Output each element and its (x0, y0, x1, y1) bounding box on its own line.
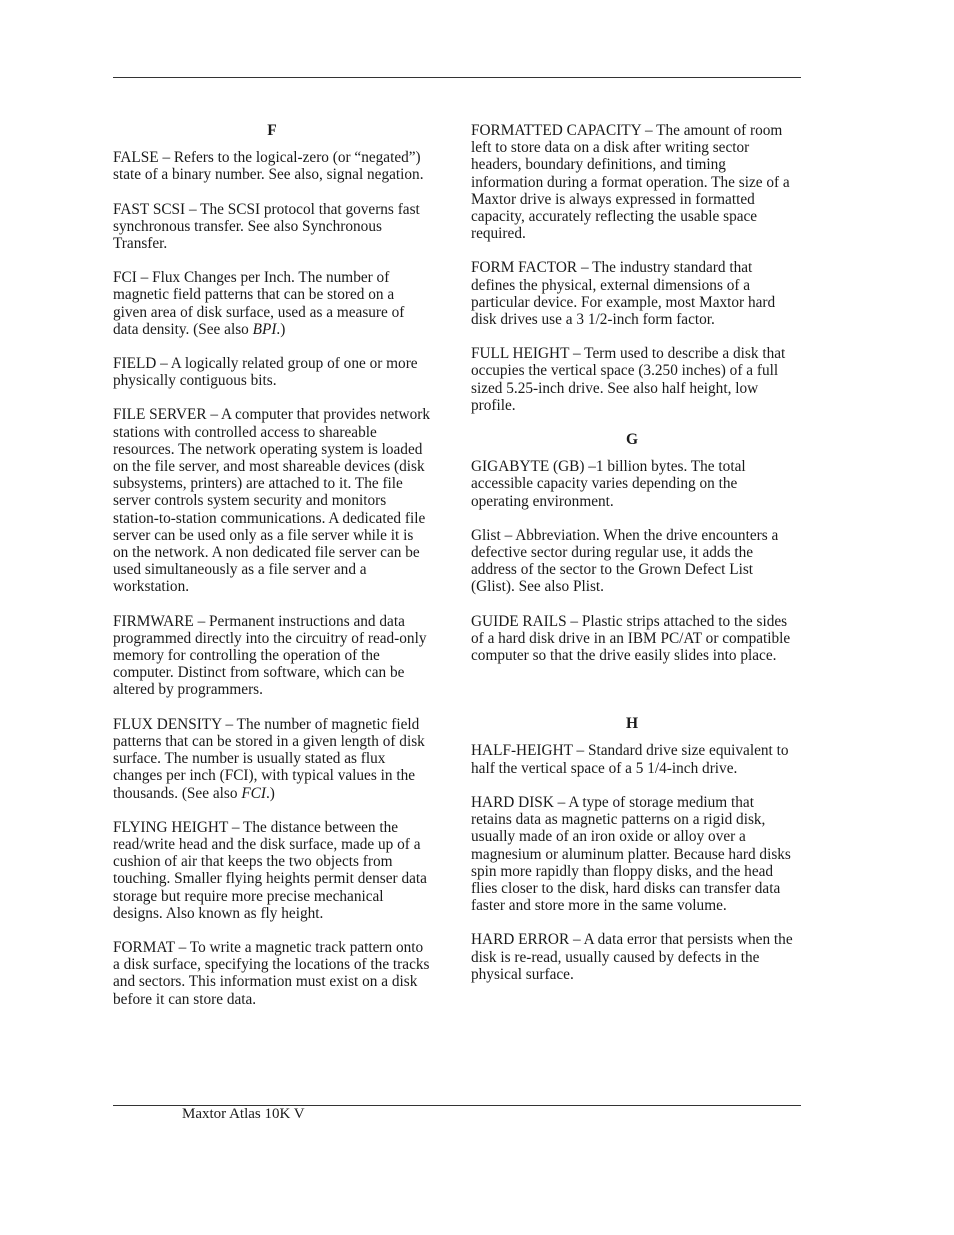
right-column (471, 122, 793, 1000)
glossary-entry-full-height: FULL HEIGHT – Term used to describe a disk that occupies the vertical space (3.250 inches) of a full sized 5.25-inch drive. See also half height, low profile. (471, 345, 786, 414)
glossary-entry-format: FORMAT – To write a magnetic track pattern onto a disk surface, specifying the locations of the tracks and sectors. This information must exist on a disk before it can store data. (113, 938, 430, 1008)
entry-italic-ref: FCI (241, 784, 266, 802)
section-heading-h: H (625, 715, 639, 733)
glossary-entry-fci (113, 269, 431, 338)
glossary-entry-form-factor: FORM FACTOR – The industry standard that defines the physical, external dimensions of a particular device. For example, most Maxtor hard disk drives use a 3 1/2-inch form factor. (471, 259, 776, 329)
glossary-entry-file-server: FILE SERVER – A computer that provides network stations with controlled access to shareable resources. The network operating system is loaded on the file server, and most shareable devices (disk subsystems, printers) are attached to it. The file server controls system security and monitors station-to-station communications. A dedicated file server can be used only as a file server while it is on the network. A non dedicated file server can be used simultaneously as a file server and a workstation. (113, 406, 430, 596)
entry-text: FCI – Flux Changes per Inch. The number of magnetic field patterns that can be stored on a given area of disk surface, used as a measure of data density. (See also (113, 269, 405, 338)
glossary-entry-flying-height: FLYING HEIGHT – The distance between the read/write head and the disk surface, made up of a cushion of air that keeps the two objects from touching. Smaller flying heights permit denser data storage but require more precise mechanical designs. Also known as fly height. (113, 818, 427, 922)
page-footer: Maxtor Atlas 10K V (182, 1106, 305, 1122)
glossary-entry-formatted-capacity: FORMATTED CAPACITY – The amount of room left to store data on a disk after writing sector headers, boundary definitions, and timing information during a format operation. The size of a Maxtor drive is always expressed in formatted capacity, accurately reflecting the usable space required. (471, 122, 790, 243)
glossary-entry-guide-rails: GUIDE RAILS – Plastic strips attached to the sides of a hard disk drive in an IBM PC/AT or compatible computer so that the drive easily slides into place. (471, 612, 791, 665)
glossary-entry-fast-scsi: FAST SCSI – The SCSI protocol that governs fast synchronous transfer. See also Synchronous Transfer. (113, 200, 420, 253)
glossary-entry-half-height: HALF-HEIGHT – Standard drive size equivalent to half the vertical space of a 5 1/4-inch drive. (471, 742, 789, 777)
entry-text-end: .) (276, 320, 286, 338)
glossary-entry-hard-disk: HARD DISK – A type of storage medium that retains data as magnetic patterns on a rigid disk, usually made of an iron oxide or alloy over a magnesium or aluminum platter. Because hard disks spin more rapidly than floppy disks, and the head flies closer to the disk, hard disks can transfer data faster and store more in the same volume. (471, 793, 791, 915)
glossary-entry-false: FALSE – Refers to the logical-zero (or “negated”) state of a binary number. See also, signal negation. (113, 149, 424, 184)
section-heading-g: G (625, 431, 639, 449)
glossary-entry-gigabyte: GIGABYTE (GB) –1 billion bytes. The total accessible capacity varies depending on the operating environment. (471, 458, 746, 510)
glossary-entry-glist: Glist – Abbreviation. When the drive encounters a defective sector during regular use, it adds the address of the sector to the Grown Defect List (Glist). See also Plist. (471, 526, 779, 596)
entry-italic-ref: BPI (252, 320, 277, 338)
entry-text-end: .) (265, 784, 275, 802)
entry-text: FLUX DENSITY – The number of magnetic field patterns that can be stored in a given length of disk surface. The number is usually stated as flux changes per inch (FCI), with typical values in the thousands. (See also (113, 715, 425, 802)
glossary-entry-hard-error: HARD ERROR – A data error that persists when the disk is re-read, usually caused by defects in the physical surface. (471, 931, 793, 983)
glossary-entry-field: FIELD – A logically related group of one or more physically contiguous bits. (113, 355, 418, 390)
section-heading-f: F (267, 122, 277, 139)
glossary-entry-flux-density (113, 716, 431, 802)
left-column (113, 122, 431, 1025)
glossary-entry-firmware: FIRMWARE – Permanent instructions and data programmed directly into the circuitry of read-only memory for controlling the operation of the computer. Distinct from software, which can be altered by programmers. (113, 612, 427, 699)
header-rule (113, 77, 801, 78)
